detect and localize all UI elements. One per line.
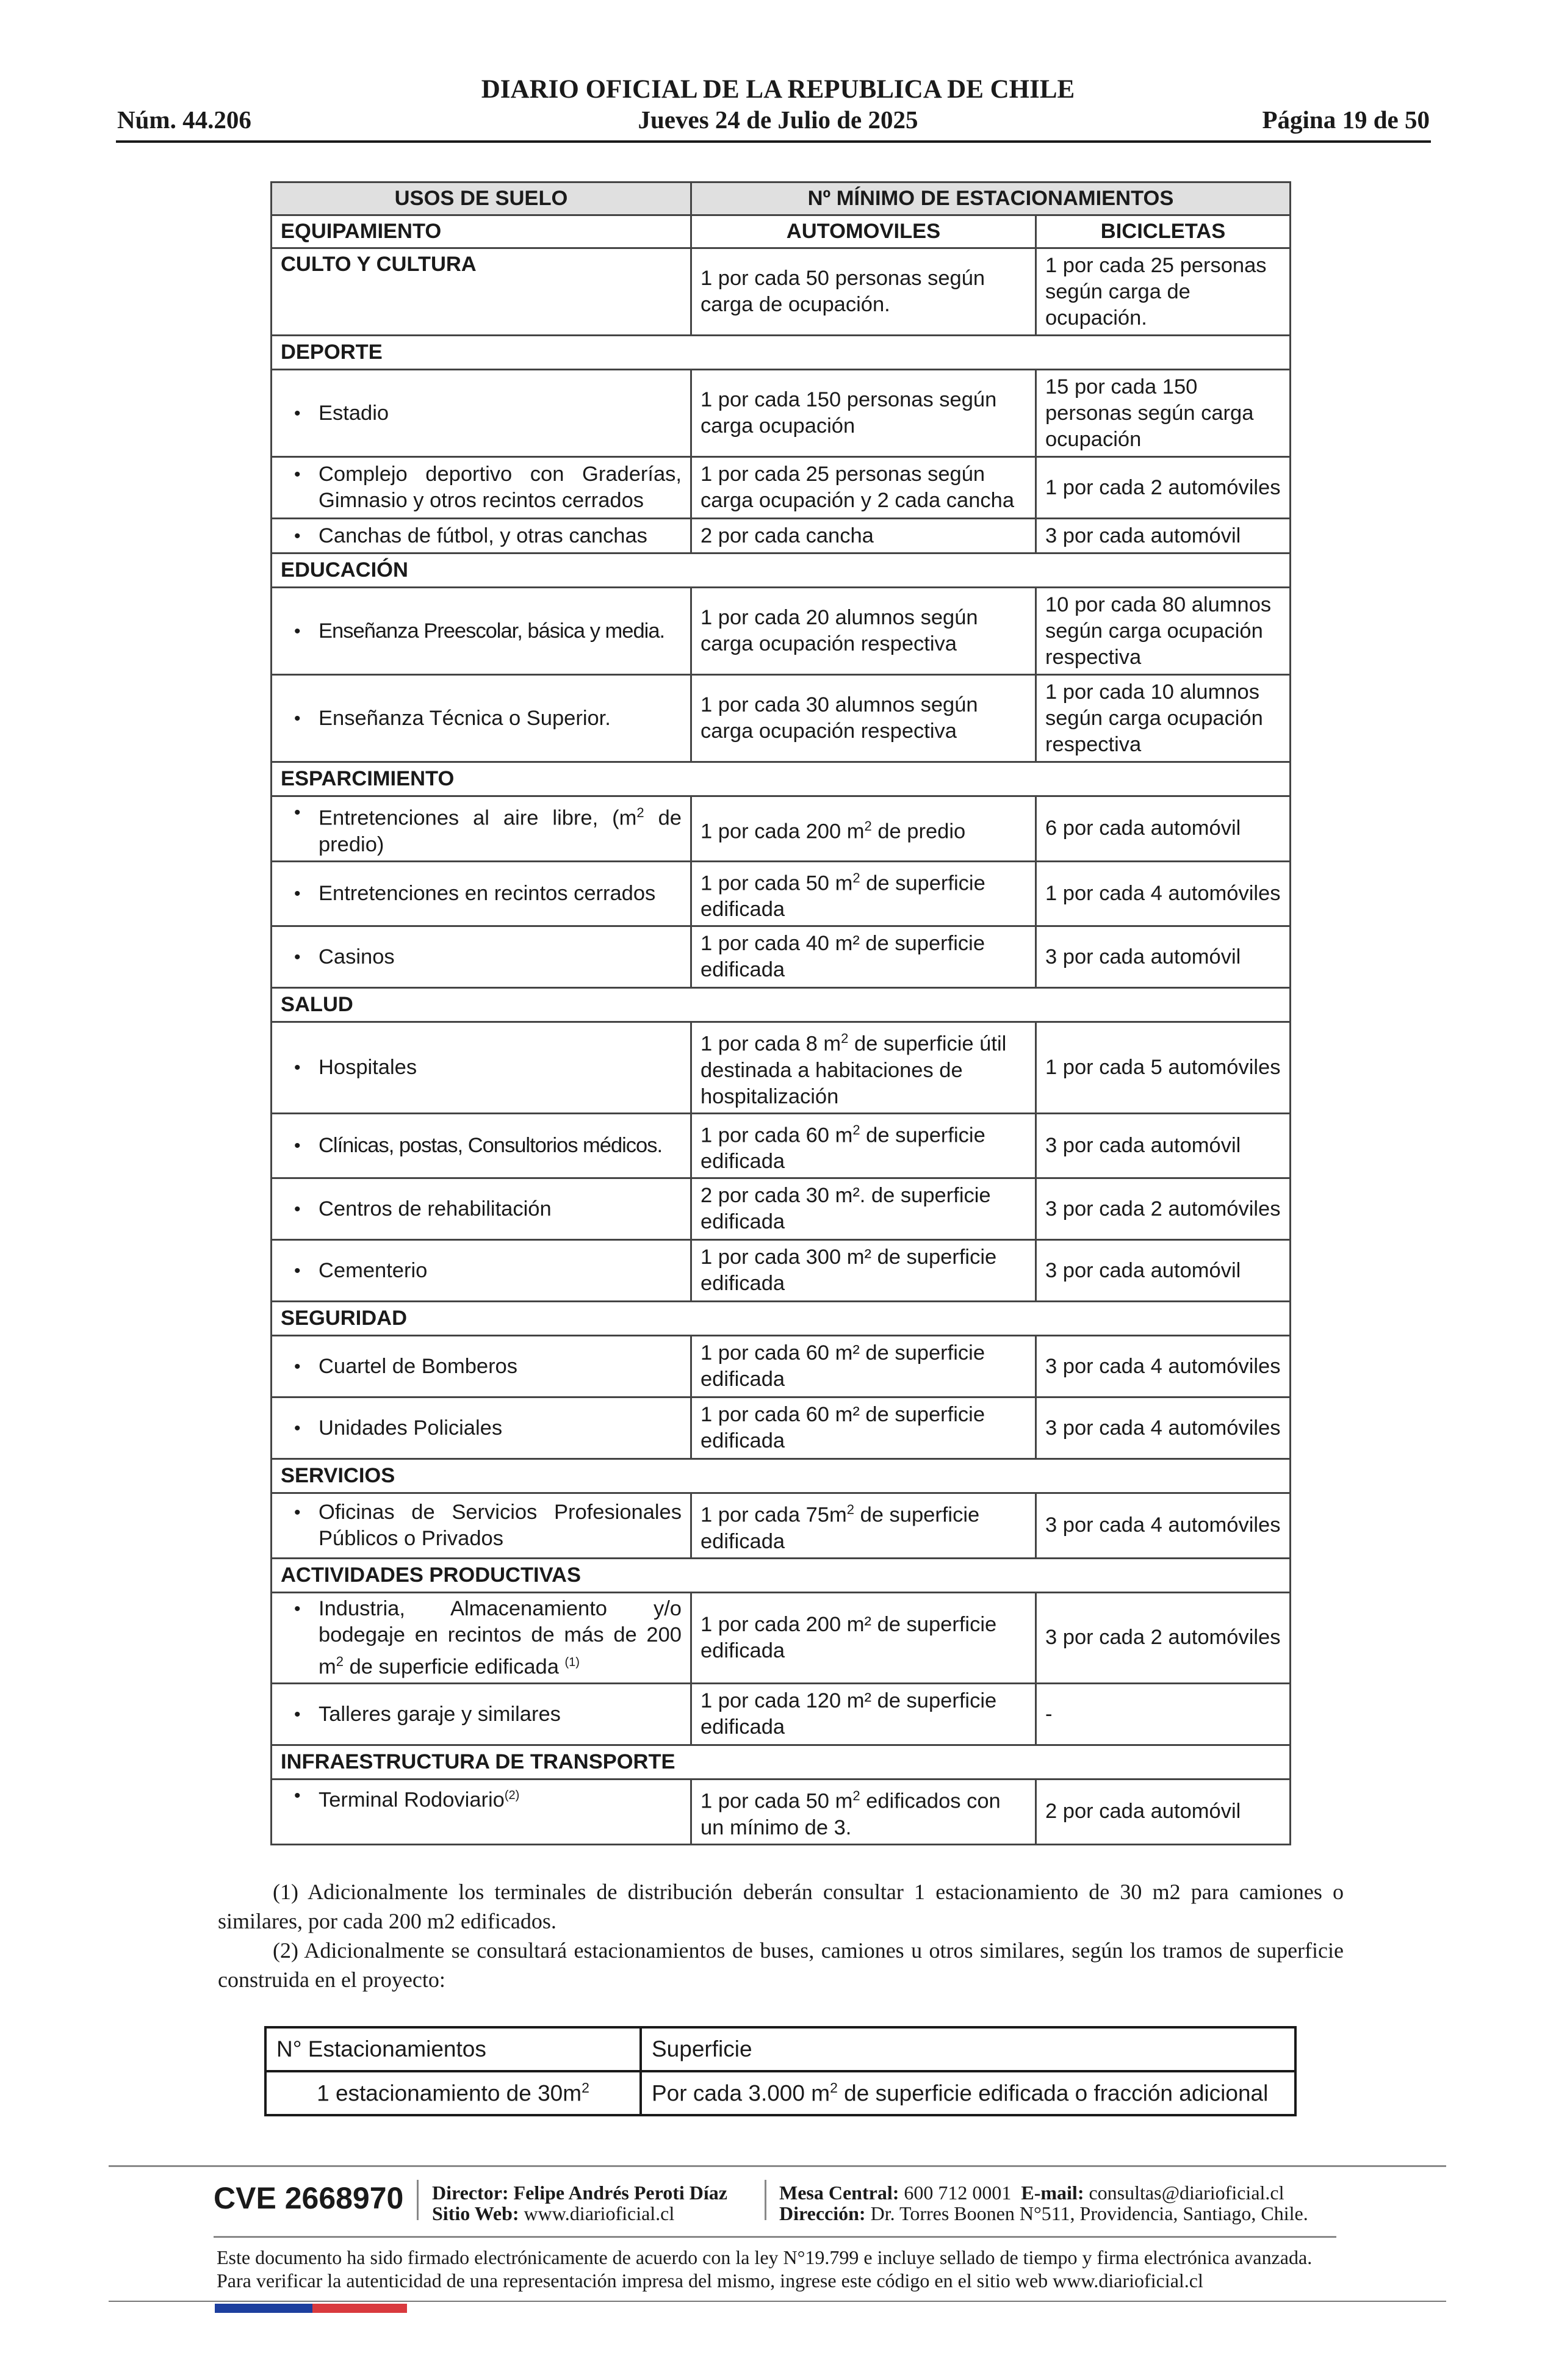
- row-bicycles: 3 por cada 4 automóviles: [1036, 1397, 1291, 1459]
- row-bicycles: 3 por cada automóvil: [1036, 519, 1291, 554]
- table-row: [272, 370, 1291, 457]
- row-bicycles: 2 por cada automóvil: [1036, 1780, 1291, 1845]
- row-bicycles: 3 por cada 2 automóviles: [1036, 1178, 1291, 1240]
- row-cars: 1 por cada 200 m² de superficie edificada: [691, 1592, 1036, 1684]
- row-label: • Cementerio: [272, 1240, 691, 1302]
- header-parking-count: N° Estacionamientos: [265, 2027, 641, 2071]
- table-row: [272, 1022, 1291, 1114]
- category-row: [272, 1459, 1291, 1493]
- category-row: [272, 1558, 1291, 1592]
- table-row: [272, 1592, 1291, 1684]
- category-row: [272, 1745, 1291, 1780]
- row-cars: 1 por cada 50 personas según carga de ocupación.: [691, 248, 1036, 336]
- table-row: [272, 1780, 1291, 1845]
- table-row: [272, 796, 1291, 862]
- row-cars: 1 por cada 60 $m^2$ de superficie edificada: [691, 1113, 1036, 1178]
- header-min-parking: Nº MÍNIMO DE ESTACIONAMIENTOS: [691, 182, 1291, 215]
- table-row: [272, 926, 1291, 988]
- row-cars: 1 por cada 40 m² de superficie edificada: [691, 926, 1036, 988]
- issue-number: Núm. 44.206: [117, 106, 251, 134]
- table-row: [272, 1240, 1291, 1302]
- row-parking-count: 1 estacionamiento de $30m^2$: [265, 2071, 641, 2115]
- page-number: Página 19 de 50: [1262, 106, 1430, 134]
- row-label: • Canchas de fútbol, y otras canchas: [272, 519, 691, 554]
- row-bicycles: 1 por cada 25 personas según carga de ocupación.: [1036, 248, 1291, 336]
- footnote-2: (2) Adicionalmente se consultará estacionamientos de buses, camiones u otros similares, según los tramos de superficie construida en el proyecto:: [218, 1938, 1344, 1992]
- row-cars: 1 por cada 50 $m^2$ edificados con un mínimo de 3.: [691, 1780, 1036, 1845]
- row-label: • Enseñanza Preescolar, básica y media.: [272, 588, 691, 675]
- row-label: • Industria, Almacenamiento y/o bodegaje en recintos de más de 200 $m^2$ de superficie edificada $^{(1)}$: [272, 1592, 691, 1684]
- row-label: CULTO Y CULTURA: [272, 248, 691, 336]
- cve-code: CVE 2668970: [214, 2181, 404, 2215]
- category-label: SALUD: [272, 988, 1291, 1022]
- row-surface: Por cada 3.000 $m^2$ de superficie edificada o fracción adicional: [641, 2071, 1295, 2115]
- header-equipment: EQUIPAMIENTO: [272, 215, 691, 248]
- row-bicycles: 3 por cada automóvil: [1036, 1113, 1291, 1178]
- category-row: [272, 762, 1291, 796]
- flag-bar-blue: [215, 2304, 312, 2313]
- table-row: [272, 1113, 1291, 1178]
- table-row: [272, 1178, 1291, 1240]
- category-row: [272, 554, 1291, 588]
- row-cars: 1 por cada 25 personas según carga ocupación y 2 cada cancha: [691, 457, 1036, 519]
- flag-bar-red: [312, 2304, 407, 2313]
- row-label: • Clínicas, postas, Consultorios médicos.: [272, 1113, 691, 1178]
- header-bicycles: BICICLETAS: [1036, 215, 1291, 248]
- table-row: [272, 1397, 1291, 1459]
- footer-director: Director: Felipe Andrés Peroti Díaz: [432, 2182, 727, 2204]
- footer-rule: [109, 2165, 1446, 2167]
- row-cars: 1 por cada 20 alumnos según carga ocupación respectiva: [691, 588, 1036, 675]
- row-cars: 1 por cada 200 $m^2$ de predio: [691, 796, 1036, 862]
- footer-contact: Mesa Central: 600 712 0001 E-mail: consultas@diarioficial.cl: [779, 2182, 1284, 2204]
- row-label: • Hospitales: [272, 1022, 691, 1114]
- footer-divider: [417, 2180, 419, 2220]
- newspaper-title: DIARIO OFICIAL DE LA REPUBLICA DE CHILE: [481, 75, 1075, 104]
- header-rule: [116, 140, 1431, 143]
- footnote-1: (1) Adicionalmente los terminales de distribución deberán consultar 1 estacionamiento de 30 m2 para camiones o similares, por cada 200 m2 edificados.: [218, 1880, 1344, 1933]
- row-cars: 2 por cada 30 m². de superficie edificada: [691, 1178, 1036, 1240]
- row-cars: 1 por cada 120 m² de superficie edificada: [691, 1684, 1036, 1745]
- row-label: • Cuartel de Bomberos: [272, 1336, 691, 1397]
- row-bicycles: 3 por cada automóvil: [1036, 1240, 1291, 1302]
- row-bicycles: 10 por cada 80 alumnos según carga ocupación respectiva: [1036, 588, 1291, 675]
- category-row: [272, 1302, 1291, 1336]
- row-label: • Unidades Policiales: [272, 1397, 691, 1459]
- table-row: [272, 675, 1291, 762]
- row-label: • Casinos: [272, 926, 691, 988]
- row-cars: 1 por cada 60 m² de superficie edificada: [691, 1397, 1036, 1459]
- row-label: • Centros de rehabilitación: [272, 1178, 691, 1240]
- header-surface: Superficie: [641, 2027, 1295, 2071]
- table-row: [272, 861, 1291, 926]
- row-label: • Talleres garaje y similares: [272, 1684, 691, 1745]
- row-bicycles: 1 por cada 4 automóviles: [1036, 861, 1291, 926]
- category-row: [272, 988, 1291, 1022]
- row-cars: 1 por cada $75m^2$ de superficie edificada: [691, 1493, 1036, 1559]
- row-bicycles: 1 por cada 5 automóviles: [1036, 1022, 1291, 1114]
- row-bicycles: 3 por cada 4 automóviles: [1036, 1336, 1291, 1397]
- category-label: ACTIVIDADES PRODUCTIVAS: [272, 1558, 1291, 1592]
- table-row: [265, 2071, 1295, 2115]
- category-label: EDUCACIÓN: [272, 554, 1291, 588]
- row-label: • Oficinas de Servicios Profesionales Públicos o Privados: [272, 1493, 691, 1559]
- category-label: SEGURIDAD: [272, 1302, 1291, 1336]
- category-row: [272, 336, 1291, 370]
- category-label: DEPORTE: [272, 336, 1291, 370]
- table-row: [272, 519, 1291, 554]
- row-bicycles: -: [1036, 1684, 1291, 1745]
- row-label: • Entretenciones en recintos cerrados: [272, 861, 691, 926]
- row-bicycles: 3 por cada 2 automóviles: [1036, 1592, 1291, 1684]
- table-subheader-row: [272, 215, 1291, 248]
- row-label: • Entretenciones al aire libre, ($m^2$ de predio): [272, 796, 691, 862]
- bus-parking-table: [264, 2026, 1297, 2116]
- row-bicycles: 6 por cada automóvil: [1036, 796, 1291, 862]
- row-label: • Terminal Rodoviario$^{(2)}$: [272, 1780, 691, 1845]
- table-row: [272, 1336, 1291, 1397]
- table-row: [272, 1493, 1291, 1559]
- category-label: INFRAESTRUCTURA DE TRANSPORTE: [272, 1745, 1291, 1780]
- category-label: ESPARCIMIENTO: [272, 762, 1291, 796]
- row-bicycles: 1 por cada 2 automóviles: [1036, 457, 1291, 519]
- footer-address: Dirección: Dr. Torres Boonen N°511, Providencia, Santiago, Chile.: [779, 2202, 1308, 2224]
- row-cars: 1 por cada 300 m² de superficie edificada: [691, 1240, 1036, 1302]
- footer-rule: [109, 2301, 1446, 2302]
- parking-requirements-table: [270, 181, 1291, 1845]
- table-row: [272, 248, 1291, 336]
- issue-date: Jueves 24 de Julio de 2025: [638, 106, 918, 134]
- category-label: SERVICIOS: [272, 1459, 1291, 1493]
- row-cars: 1 por cada 8 $m^2$ de superficie útil destinada a habitaciones de hospitalización: [691, 1022, 1036, 1114]
- table-header-row: [272, 182, 1291, 215]
- footer-legal-notice: Este documento ha sido firmado electrónicamente de acuerdo con la ley N°19.799 e incluye sellado de tiempo y firma electrónica avanzada. Para verificar la autenticidad de una representación impresa del mismo, ingrese este código en el sitio web www.diarioficial.cl: [217, 2246, 1313, 2292]
- row-cars: 2 por cada cancha: [691, 519, 1036, 554]
- table-row: [272, 1684, 1291, 1745]
- row-bicycles: 15 por cada 150 personas según carga ocupación: [1036, 370, 1291, 457]
- table-row: [272, 457, 1291, 519]
- table-row: [272, 588, 1291, 675]
- row-bicycles: 3 por cada automóvil: [1036, 926, 1291, 988]
- row-cars: 1 por cada 60 m² de superficie edificada: [691, 1336, 1036, 1397]
- row-label: • Estadio: [272, 370, 691, 457]
- footer-divider: [765, 2180, 766, 2220]
- header-cars: AUTOMOVILES: [691, 215, 1036, 248]
- header-land-use: USOS DE SUELO: [272, 182, 691, 215]
- row-label: • Complejo deportivo con Graderías, Gimnasio y otros recintos cerrados: [272, 457, 691, 519]
- footer-website: Sitio Web: www.diarioficial.cl: [432, 2202, 675, 2224]
- row-bicycles: 3 por cada 4 automóviles: [1036, 1493, 1291, 1559]
- row-cars: 1 por cada 50 $m^2$ de superficie edificada: [691, 861, 1036, 926]
- row-cars: 1 por cada 150 personas según carga ocupación: [691, 370, 1036, 457]
- row-label: • Enseñanza Técnica o Superior.: [272, 675, 691, 762]
- table-header-row: [265, 2027, 1295, 2071]
- row-cars: 1 por cada 30 alumnos según carga ocupación respectiva: [691, 675, 1036, 762]
- footer-rule: [214, 2236, 1336, 2238]
- row-bicycles: 1 por cada 10 alumnos según carga ocupación respectiva: [1036, 675, 1291, 762]
